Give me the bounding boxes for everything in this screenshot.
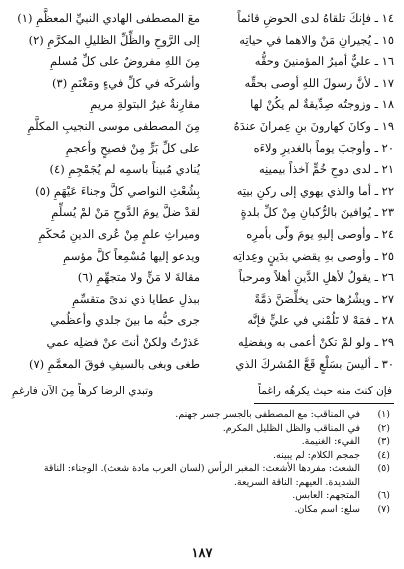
verse-second-hemistich: لقدْ ضلَّ يومَ الدَّوحِ مَنْ لمْ يُسلِّمِ [51,205,200,220]
verse-row [10,94,394,116]
footnote-number: (٥) [377,463,390,475]
verse-row [10,116,394,138]
footnote [10,435,394,449]
verse-row [10,51,394,73]
verse-first-hemistich: ٢١ ـ لدى دوحِ خُمٍّ آخذاً بيمينِه [258,162,394,177]
verse-second-hemistich: ببذلِ عطايا ذي ندىً متقسِّمِ [72,291,200,306]
closing-verse [10,381,394,401]
verse-row [10,159,394,181]
footnote-divider [254,403,394,404]
footnote [10,503,394,517]
poem-verses [10,8,394,375]
footnote-text: في المناقب والظل الظليل المكرم. [222,422,360,434]
verse-second-hemistich: بِشُعْثِ النواصي كلَّ وجناءَ عَيْهَمِ (٥) [35,183,200,198]
footnote-text: المتجهم: العابس. [292,490,360,502]
verse-row [10,30,394,52]
verse-first-hemistich: ١٥ ـ يُجيرانِ مَنْ والاهما في حياتِه [239,32,394,47]
footnote-text: جمجم الكلام: لم يبينه. [273,449,360,461]
footnote-number: (٢) [377,422,390,434]
footnote-text: سلع: اسم مكان. [294,503,360,515]
verse-row [10,73,394,95]
verse-row [10,246,394,268]
verse-first-hemistich: ١٤ ـ فإنكَ تلقاهُ لدى الحوضِ قائماً [237,11,394,25]
verse-first-hemistich: ٢٣ ـ يُوافينَ بالرُّكبانِ مِنْ كلِّ بلدةٍ [240,205,394,220]
verse-row [10,332,394,354]
verse-second-hemistich: يُنادي مُبيناً باسمِه لم يُجَمْجِمِ (٤) [49,162,200,177]
verse-first-hemistich: ١٨ ـ وزوجتُه صِدِّيقةٌ لم يكُنْ لها [250,97,394,112]
verse-first-hemistich: ٢٤ ـ وأوصى إليهِ يومَ ولّى بأمرِه [246,226,394,241]
verse-second-hemistich: إلى الرَّوحِ والظِّلِّ الظليلِ المكرَّمِ (٢) [28,32,200,47]
verse-second-hemistich: طغى وبغى بالسيفِ فوقَ المعمَّمِ (٧) [28,356,200,371]
verse-second-hemistich: وميراثِ علمٍ مِنْ عُرى الدينِ مُحكَمِ [38,226,200,241]
footnote [10,422,394,436]
verse-row [10,267,394,289]
footnote-number: (٧) [377,503,390,515]
verse-first-hemistich: ٢٢ ـ أما والذي يهوي إلى ركنِ بيتِه [236,183,394,198]
footnote [10,489,394,503]
verse-row [10,8,394,30]
verse-first-hemistich: ٢٦ ـ يقولُ لأهلِ الدَّينِ أهلاً ومرحباً [238,270,394,285]
footnote-number: (٦) [377,490,390,502]
footnote-text: الفيء: الغنيمة. [301,436,360,448]
verse-first-hemistich: ٢٠ ـ وأوجبَ يوماً بالغديرِ ولاءَه [253,140,394,155]
verse-second-hemistich: جرى حبُّه ما بينَ جلدي وأعظُمي [50,313,200,328]
footnote [10,462,394,489]
verse-second-hemistich: مِنَ اللهِ مفروضٌ على كلِّ مُسلمِ [50,54,200,69]
verse-second-hemistich: وأشركَه في كلِّ فيءٍ ومَغْنَمِ (٣) [52,75,200,90]
verse-row [10,181,394,203]
footnote-text: الشعث: مفردها الأشعث: المغبر الرأس (لسان العرب مادة شعث). الوجناء: الناقة الشديدة. العيهم: الناقة السريعة. [43,463,360,488]
verse-first-hemistich: ٣٠ ـ أليسَ بسَلْعٍ قَعَّ المُشركَ الذي [235,356,394,371]
verse-row [10,224,394,246]
verse-first-hemistich: ٢٩ ـ ولو لمْ تكنْ أعمى به وبفضلِه [238,334,394,349]
verse-first-hemistich: ١٦ ـ عليٌّ أميرُ المؤمنينَ وحقُّه [254,54,394,69]
footnote-number: (٤) [377,449,390,461]
closing-verse-first-hemistich: فإن كنتَ منه حيث يكرهُه راغماً [258,385,392,398]
footnote [10,449,394,463]
verse-first-hemistich: ٢٥ ـ وأوصى بهِ يقضي بدَينٍ وعِداتِه [232,248,394,263]
verse-row [10,202,394,224]
verse-second-hemistich: معَ المصطفى الهادي النبيِّ المعظَّمِ (١) [17,11,200,25]
footnote-number: (٣) [377,436,390,448]
footnote [10,408,394,422]
verse-first-hemistich: ٢٨ ـ فمَهْ لا تَلُمْني في عليٍّ فإنَّه [247,313,394,328]
verse-row [10,289,394,311]
verse-row [10,354,394,376]
verse-second-hemistich: مقالةَ لا مَنٍّ ولا متجهِّمِ (٦) [77,270,200,285]
verse-row [10,310,394,332]
footnote-text: في المناقب: مع المصطفى بالجسر جسر جهنم. [175,409,360,421]
verse-second-hemistich: مقارِنةٌ غيرُ البتولةِ مريمِ [90,97,200,112]
verse-second-hemistich: على كلِّ بَرٍّ مِنْ فصيحٍ وأعجمِ [65,140,200,155]
footnote-number: (١) [377,409,390,421]
verse-first-hemistich: ١٩ ـ وكانَ كهارونَ بنِ عِمرانَ عندَهُ [233,118,394,133]
verse-second-hemistich: عَذرْتُ ولكنْ أنتَ عنْ فضلِه عمي [46,334,200,349]
verse-first-hemistich: ٢٧ ـ ويشْرُها حتى يخلِّصَنَّ ذمَّةً [254,291,394,306]
closing-verse-second-hemistich: وتبدي الرضا كرهاً مِنَ الآن فارغمِ [12,385,154,398]
verse-second-hemistich: مِنَ المصطفى موسى النجيبِ المكلَّمِ [27,118,200,133]
page-number: ١٨٧ [191,546,213,561]
verse-second-hemistich: ويدعو إليها مُسْمِعاً كلَّ مؤسمِ [63,248,200,263]
verse-first-hemistich: ١٧ ـ لأنَّ رسولَ اللهِ أوصى بحقِّه [244,75,394,90]
footnotes [10,408,394,516]
verse-row [10,138,394,160]
